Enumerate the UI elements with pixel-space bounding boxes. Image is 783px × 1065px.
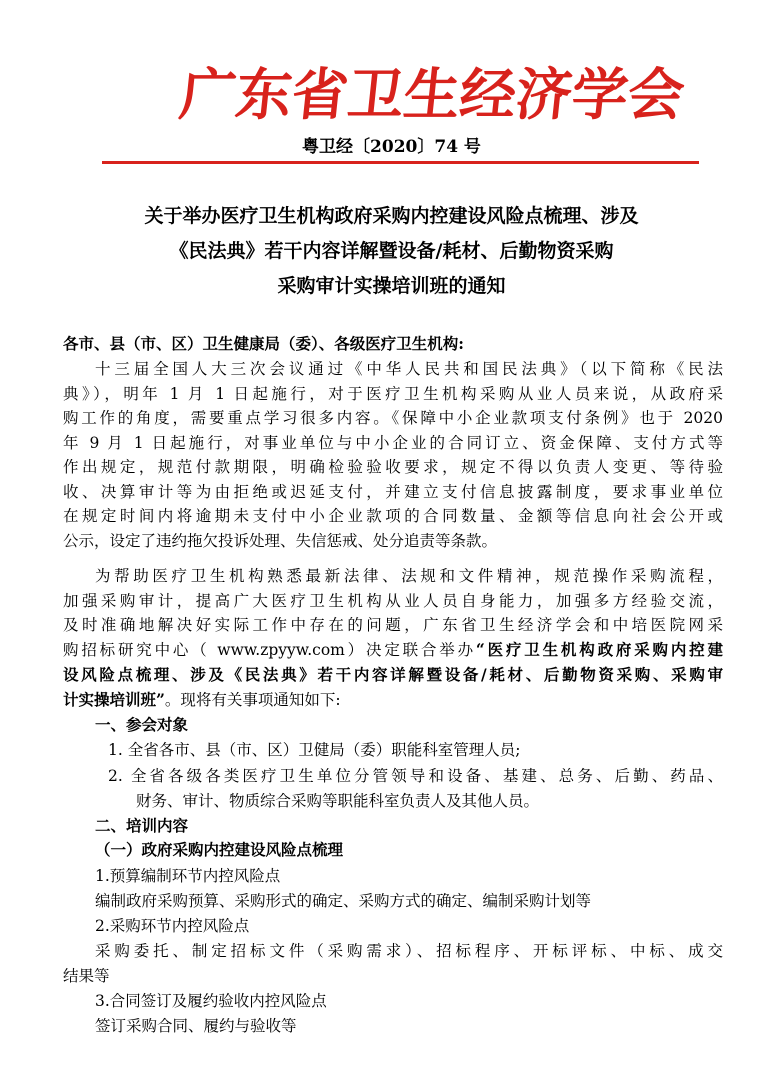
participant-item: 1. 全省各市、县（市、区）卫健局（委）职能科室管理人员; <box>108 741 521 759</box>
participant-item: 2. 全省各级各类医疗卫生单位分管领导和设备、基建、总务、后勤、药品、 <box>108 767 723 785</box>
paragraph-2-line: 为帮助医疗卫生机构熟悉最新法律、法规和文件精神，规范操作采购流程， <box>95 567 723 585</box>
notice-title-line-3: 采购审计实操培训班的通知 <box>277 275 506 297</box>
section-heading-training: 二、培训内容 <box>95 816 189 835</box>
paragraph-1-line: 年 9 月 1 日起施行，对事业单位与中小企业的合同订立、资金保障、支付方式等 <box>63 434 723 452</box>
paragraph-1-line: 在规定时间内将逾期未支付中小企业款项的合同数量、金额等信息向社会公开或 <box>63 507 723 525</box>
participant-item: 财务、审计、物质综合采购等职能科室负责人及其他人员。 <box>136 792 540 810</box>
letterhead-char: 学 <box>568 62 632 128</box>
letterhead-char: 会 <box>624 62 688 128</box>
paragraph-2-line: 及时准确地解决好实际工作中存在的问题，广东省卫生经济学会和中培医院网采 <box>63 616 723 634</box>
training-name-bold: “医疗卫生机构政府采购内控建 <box>475 640 723 659</box>
letterhead-char: 东 <box>232 62 296 128</box>
content-item: 3.合同签订及履约验收内控风险点 <box>95 992 327 1010</box>
notice-title-line-2: 《民法典》若干内容详解暨设备/耗材、后勤物资采购 <box>169 240 614 262</box>
training-name-bold: 计实操培训班” <box>63 690 165 709</box>
content-item: 结果等 <box>63 967 110 985</box>
paragraph-1-line: 典》），明年 1 月 1 日起施行，对于医疗卫生机构采购从业人员来说，从政府采 <box>63 385 723 403</box>
letterhead-char: 卫 <box>344 62 408 128</box>
content-item: 编制政府采购预算、采购形式的确定、采购方式的确定、编制采购计划等 <box>95 892 592 910</box>
content-item: 采购委托、制定招标文件（采购需求）、招标程序、开标评标、中标、成交 <box>95 942 723 960</box>
red-divider <box>102 161 699 164</box>
paragraph-1-line: 公示，设定了违约拖欠投诉处理、失信惩戒、处分追责等条款。 <box>63 532 498 550</box>
section-heading-participants: 一、参会对象 <box>95 715 189 734</box>
content-item: 2.采购环节内控风险点 <box>95 917 250 935</box>
letterhead-char: 经 <box>456 62 520 128</box>
content-item: 1.预算编制环节内控风险点 <box>95 867 281 885</box>
salutation: 各市、县（市、区）卫生健康局（委）、各级医疗卫生机构: <box>63 334 464 353</box>
paragraph-2-line: 加强采购审计，提高广大医疗卫生机构从业人员自身能力，加强多方经验交流， <box>63 592 723 610</box>
paragraph-1-line: 十三届全国人大三次会议通过《中华人民共和国民法典》（以下简称《民法 <box>95 360 723 378</box>
paragraph-2-line <box>63 689 341 711</box>
letterhead-char: 生 <box>400 62 464 128</box>
document-number: 粤卫经〔2020〕74 号 <box>302 137 481 157</box>
paragraph-2-text: 。现将有关事项通知如下: <box>164 691 341 709</box>
paragraph-2-line <box>63 639 723 661</box>
content-item: 签订采购合同、履约与验收等 <box>95 1017 297 1035</box>
notice-title-line-1: 关于举办医疗卫生机构政府采购内控建设风险点梳理、涉及 <box>144 205 639 227</box>
training-name-bold: 设风险点梳理、涉及《民法典》若干内容详解暨设备/耗材、后勤物资采购、采购审 <box>63 665 723 684</box>
letterhead-char: 省 <box>288 62 352 128</box>
paragraph-1-line: 作出规定，规范付款期限，明确检验验收要求，规定不得以负责人变更、等待验 <box>63 458 723 476</box>
paragraph-1-line: 购工作的角度，需要重点学习很多内容。《保障中小企业款项支付条例》也于 2020 <box>63 409 723 427</box>
paragraph-1-line: 收、决算审计等为由拒绝或迟延支付，并建立支付信息披露制度，要求事业单位 <box>63 483 723 501</box>
paragraph-2-text: 购招标研究中心（ www.zpyyw.com）决定联合举办 <box>63 641 476 659</box>
letterhead-char: 济 <box>512 62 576 128</box>
letterhead-logo <box>176 62 688 128</box>
letterhead-char: 广 <box>176 62 240 128</box>
subsection-heading: （一）政府采购内控建设风险点梳理 <box>95 840 344 859</box>
